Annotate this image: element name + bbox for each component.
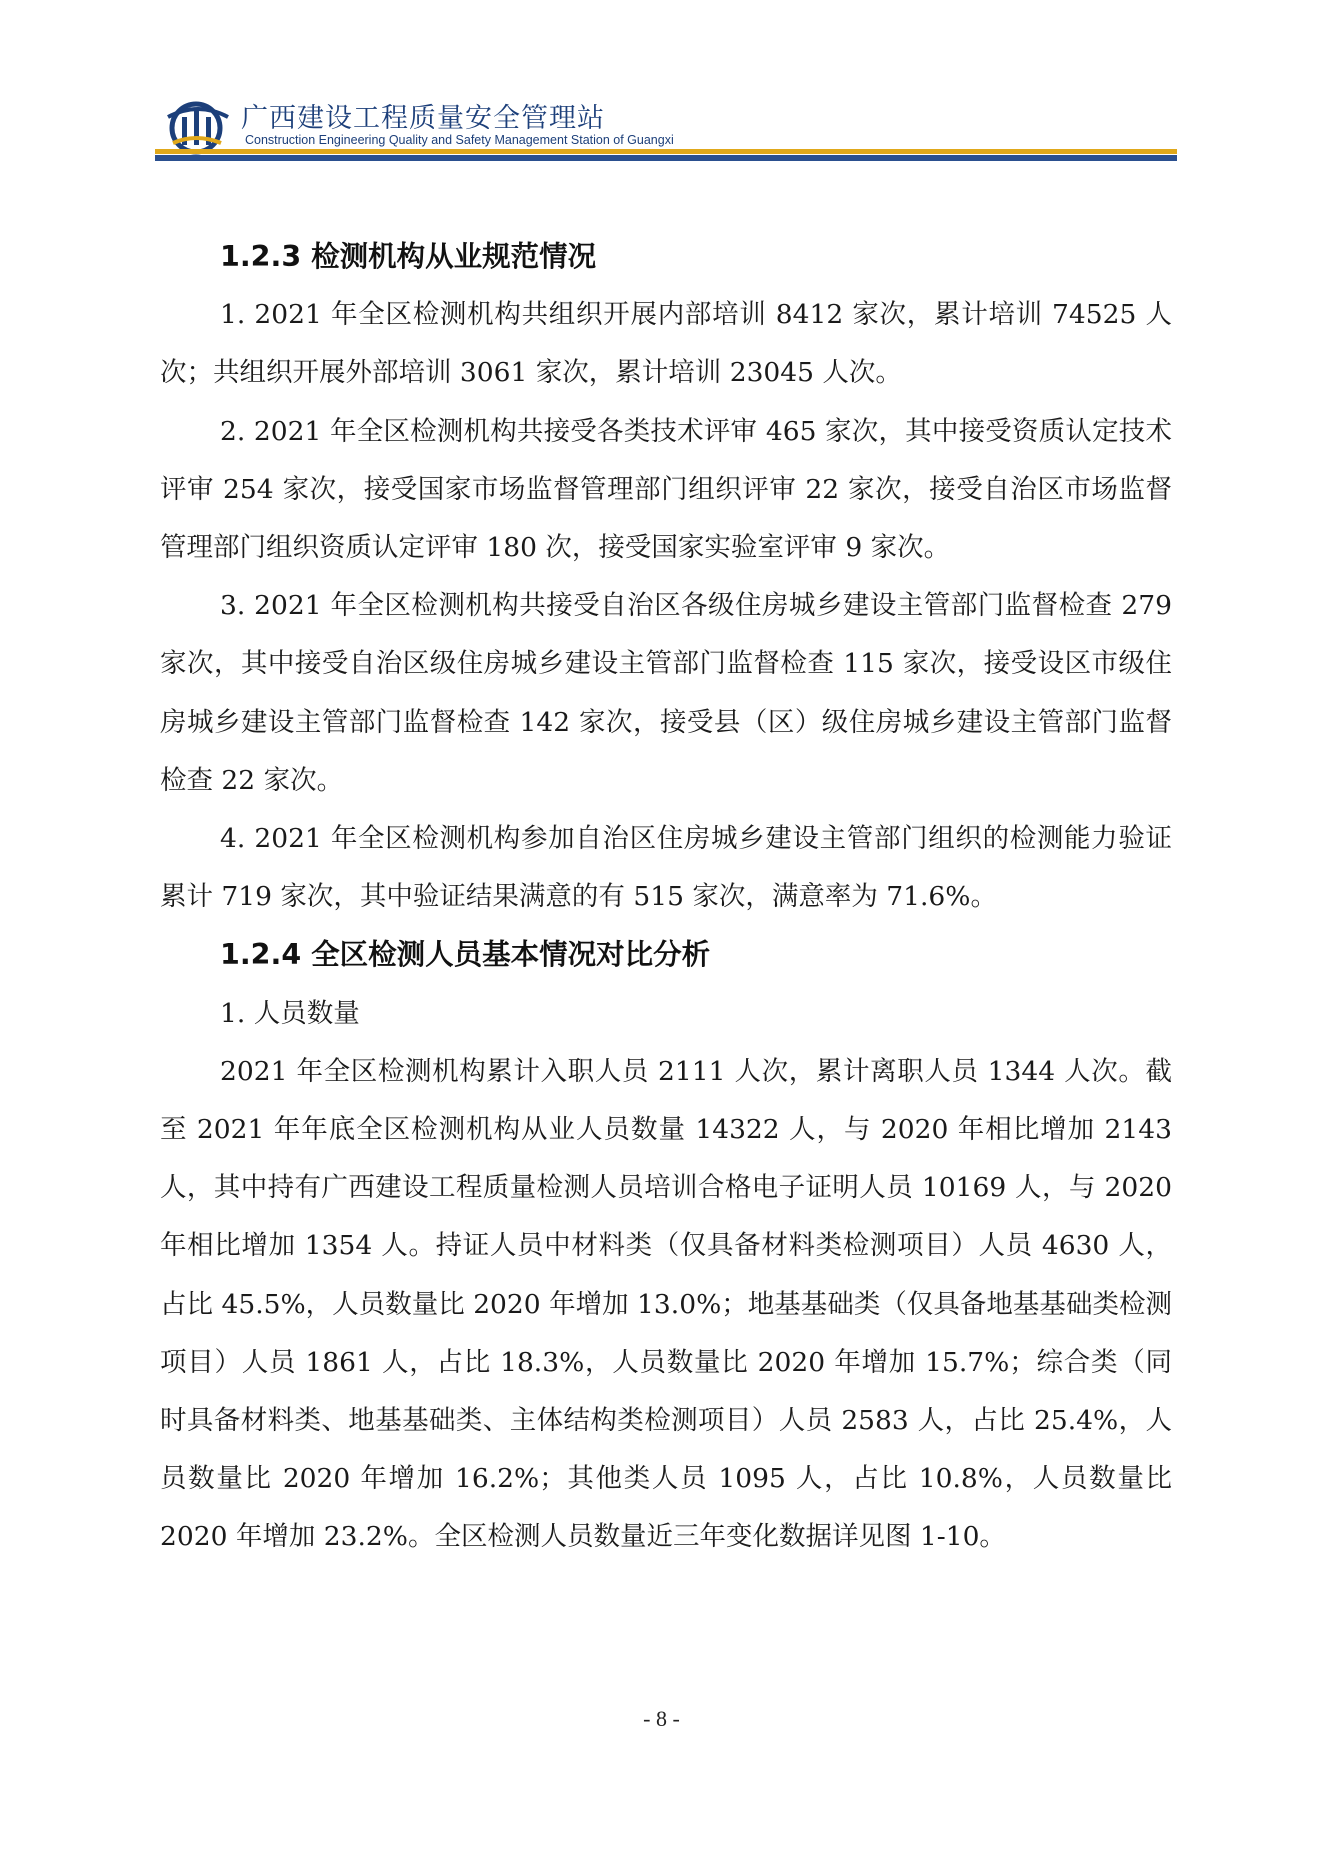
paragraph-training: 1. 2021 年全区检测机构共组织开展内部培训 8412 家次，累计培训 74525 人次；共组织开展外部培训 3061 家次，累计培训 23045 人次。 — [160, 299, 1172, 389]
section-heading-1-2-3: 1.2.3 检测机构从业规范情况 — [220, 240, 597, 273]
paragraph-supervision: 3. 2021 年全区检测机构共接受自治区各级住房城乡建设主管部门监督检查 279 家次，其中接受自治区级住房城乡建设主管部门监督检查 115 家次，接受设区市级住房城乡建设主管部门监督检查 142 家次，接受县（区）级住房城乡建设主管部门监督检查 22 家次。 — [160, 590, 1172, 796]
org-name-en: Construction Engineering Quality and Safety Management Station of Guangxi — [245, 133, 674, 147]
paragraph-technical-review: 2. 2021 年全区检测机构共接受各类技术评审 465 家次，其中接受资质认定技术评审 254 家次，接受国家市场监督管理部门组织评审 22 家次，接受自治区市场监督管理部门组织资质认定评审 180 次，接受国家实验室评审 9 家次。 — [160, 415, 1172, 564]
header-rule-gold — [155, 149, 1177, 154]
gx-station-logo-icon — [165, 95, 231, 155]
paragraph-proficiency-test: 4. 2021 年全区检测机构参加自治区住房城乡建设主管部门组织的检测能力验证累计 719 家次，其中验证结果满意的有 515 家次，满意率为 71.6%。 — [160, 823, 1172, 913]
subheading-staff-count: 1. 人员数量 — [220, 997, 360, 1029]
paragraph-staff-count: 2021 年全区检测机构累计入职人员 2111 人次，累计离职人员 1344 人次。截至 2021 年年底全区检测机构从业人员数量 14322 人，与 2020 年相比增加 2143 人，其中持有广西建设工程质量检测人员培训合格电子证明人员 10169 人，与 2020 年相比增加 1354 人。持证人员中材料类（仅具备材料类检测项目）人员 4630 人，占比 45.5%，人员数量比 2020 年增加 13.0%；地基基础类（仅具备地基基础类检测项目）人员 1861 人，占比 18.3%，人员数量比 2020 年增加 15.7%；综合类（同时具备材料类、地基基础类、主体结构类检测项目）人员 2583 人，占比 25.4%，人员数量比 2020 年增加 16.2%；其他类人员 1095 人，占比 10.8%，人员数量比 2020 年增加 23.2%。全区检测人员数量近三年变化数据详见图 1-10。 — [160, 1055, 1172, 1553]
org-name-cn: 广西建设工程质量安全管理站 — [241, 103, 605, 134]
page-number: - 8 - — [643, 1706, 680, 1731]
section-heading-1-2-4: 1.2.4 全区检测人员基本情况对比分析 — [220, 938, 711, 972]
page-header — [155, 88, 1177, 168]
page-body — [160, 228, 1172, 1567]
header-rule-blue — [155, 155, 1177, 161]
